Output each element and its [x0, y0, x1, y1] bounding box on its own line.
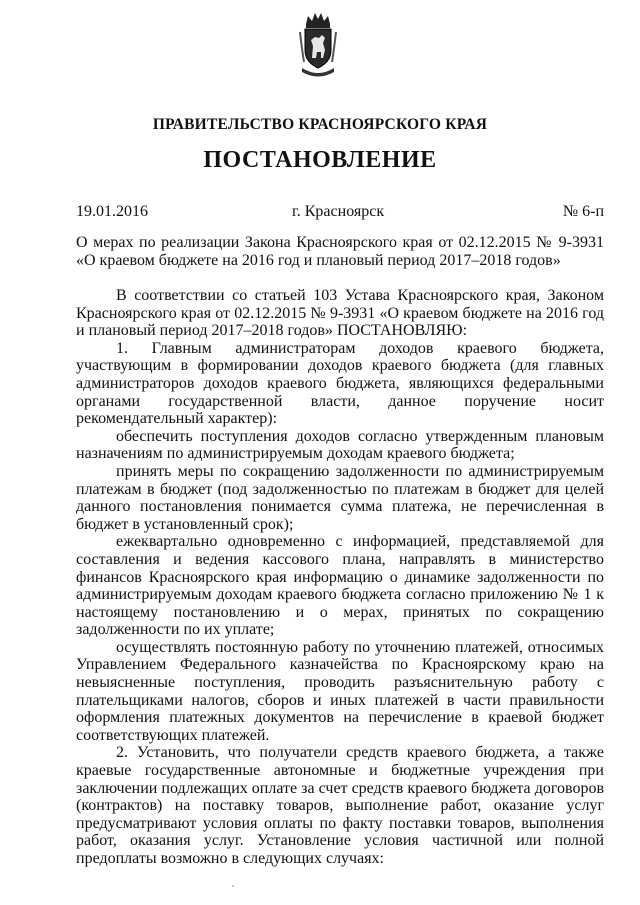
coat-of-arms-emblem: [298, 10, 338, 80]
paragraph-clause-2: 2. Установить, что получатели средств краевого бюджета, а также краевые государственные автономные и бюджетные учреждения при заключении подлежащих оплате за счет средств краевого бюджета договоров (контрактов) на поставку товаров, выполнение работ, оказание услуг предусматривают условия оплаты по факту поставки товаров, выполнения работ, оказания услуг. Установление условия частичной или полной предоплаты возможно в следующих случаях:: [76, 744, 604, 867]
document-meta-row: [76, 203, 604, 223]
paragraph-clause-1-item: ежеквартально одновременно с информацией, представляемой для составления и ведения кассового плана, направлять в министерство финансов Красноярского края информацию о динамике задолженности по администрируемым доходам краевого бюджета согласно приложению № 1 к настоящему постановлению и о мерах, принятых по сокращению задолженности по их уплате;: [76, 533, 604, 639]
paragraph-clause-1: 1. Главным администраторам доходов краевого бюджета, участвующим в формировании доходов краевого бюджета (для главных администраторов доходов краевого бюджета, являющихся федеральными органами государственной власти, данное поручение носит рекомендательный характер):: [76, 339, 604, 428]
document-city: г. Красноярск: [292, 203, 385, 220]
document-date: 19.01.2016: [76, 203, 148, 220]
document-number: № 6-п: [562, 203, 604, 220]
document-title: О мерах по реализации Закона Красноярского края от 02.12.2015 № 9-3931 «О краевом бюджете на 2016 год и плановый период 2017–2018 годов»: [76, 234, 604, 269]
scan-speck: [232, 885, 234, 887]
issuing-authority: ПРАВИТЕЛЬСТВО КРАСНОЯРСКОГО КРАЯ: [152, 116, 488, 133]
paragraph-clause-1-item: принять меры по сокращению задолженности по администрируемым платежам в бюджет (под задолженностью по платежам в бюджет для целей данного постановления понимается сумма платежа, не перечисленная в бюджет в установленный срок);: [76, 462, 604, 533]
document-body: [76, 287, 604, 868]
paragraph-clause-1-item: осуществлять постоянную работу по уточнению платежей, относимых Управлением Федерального казначейства по Красноярскому краю на невыясненные поступления, проводить разъяснительную работу с плательщиками налогов, сборов и иных платежей в части правильности оформления платежных документов на перечисление в краевой бюджет соответствующих платежей.: [76, 638, 604, 744]
paragraph-clause-1-item: обеспечить поступления доходов согласно утвержденным плановым назначениям по администрируемым доходам краевого бюджета;: [76, 427, 604, 463]
paragraph-preamble: В соответствии со статьей 103 Устава Красноярского края, Законом Красноярского края от 02.12.2015 № 9-3931 «О краевом бюджете на 2016 год и плановый период 2017–2018 годов» ПОСТАНОВЛЯЮ:: [76, 287, 604, 340]
document-type-heading: ПОСТАНОВЛЕНИЕ: [203, 147, 437, 173]
